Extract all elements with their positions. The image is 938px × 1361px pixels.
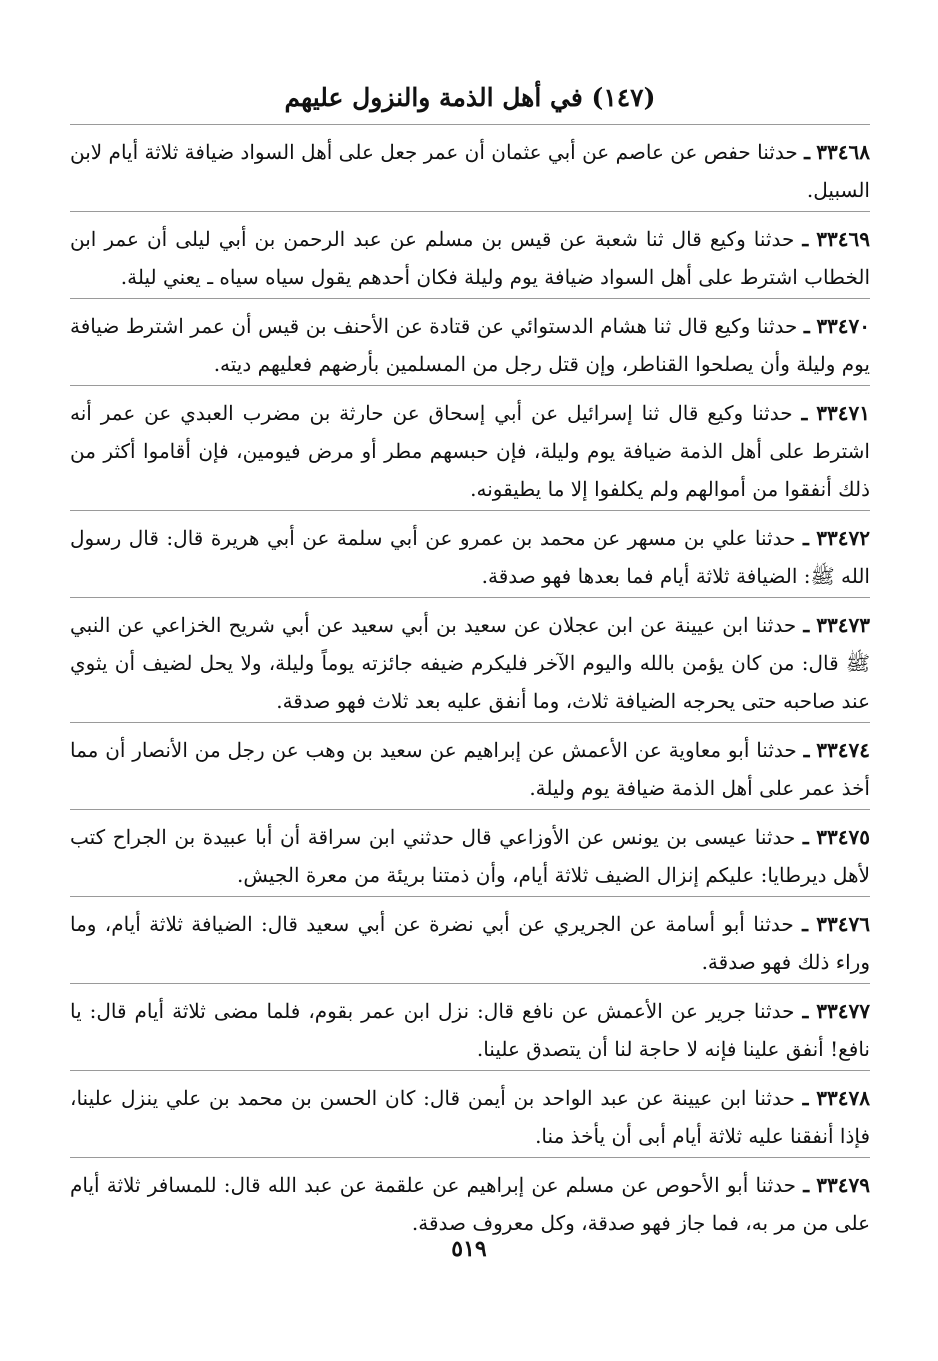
hadith-text: حدثنا وكيع قال ثنا إسرائيل عن أبي إسحاق عن حارثة بن مضرب العبدي عن عمر أنه اشترط على أهل الذمة ضيافة يوم وليلة، فإن حبسهم مطر أو مرض فيومين، فإن أقاموا أكثر من ذلك أنفقوا من أموالهم ولم يكلفوا إلا ما يطيقونه. xyxy=(70,401,870,501)
hadith-dash: ـ xyxy=(802,912,808,936)
hadith-entry xyxy=(70,124,870,211)
page-number: ٥١٩ xyxy=(451,1236,487,1262)
hadith-text: حدثنا عيسى بن يونس عن الأوزاعي قال حدثني ابن سراقة أن أبا عبيدة بن الجراح كتب لأهل ديرطايا: عليكم إنزال الضيف ثلاثة أيام، وأن ذمتنا بريئة من معرة الجيش. xyxy=(70,825,870,887)
hadith-text: حدثنا وكيع قال ثنا هشام الدستوائي عن قتادة عن الأحنف بن قيس أن عمر اشترط ضيافة يوم وليلة وأن يصلحوا القناطر، وإن قتل رجل من المسلمين بأرضهم فعليهم ديته. xyxy=(70,314,870,376)
hadith-entry xyxy=(70,1157,870,1244)
hadith-number: ٣٣٤٧٩ xyxy=(816,1173,871,1197)
hadith-text: حدثنا أبو أسامة عن الجريري عن أبي نضرة عن أبي سعيد قال: الضيافة ثلاثة أيام، وما وراء ذلك فهو صدقة. xyxy=(70,912,870,974)
hadith-dash: ـ xyxy=(802,526,809,550)
hadith-text: حدثنا أبو الأحوص عن مسلم عن إبراهيم عن علقمة عن عبد الله قال: للمسافر ثلاثة أيام على من مر به، فما جاز فهو صدقة، وكل معروف صدقة. xyxy=(70,1173,870,1235)
hadith-text: حدثنا جرير عن الأعمش عن نافع قال: نزل ابن عمر بقوم، فلما مضى ثلاثة أيام قال: يا نافع! أنفق علينا فإنه لا حاجة لنا أن يتصدق علينا. xyxy=(70,999,870,1061)
hadith-number: ٣٣٤٧٨ xyxy=(816,1086,870,1110)
hadith-number: ٣٣٤٦٩ xyxy=(816,227,870,251)
hadith-entry xyxy=(70,983,870,1070)
hadith-text: حدثنا حفص عن عاصم عن أبي عثمان أن عمر جعل على أهل السواد ضيافة ثلاثة أيام لابن السبيل. xyxy=(70,140,870,202)
hadith-entry xyxy=(70,510,870,597)
hadith-entry xyxy=(70,597,870,722)
hadith-dash: ـ xyxy=(803,314,810,338)
page-body xyxy=(70,78,870,1244)
hadith-dash: ـ xyxy=(803,738,810,762)
hadith-text: حدثنا وكيع قال ثنا شعبة عن قيس بن مسلم عن عبد الرحمن بن أبي ليلى أن عمر ابن الخطاب اشترط على أهل السواد ضيافة يوم وليلة فكان أحدهم يقول سياه سياه ـ يعني ليلة. xyxy=(70,227,870,289)
hadith-entry xyxy=(70,722,870,809)
hadith-number: ٣٣٤٧٠ xyxy=(816,314,871,338)
hadith-text: حدثنا ابن عيينة عن ابن عجلان عن سعيد بن أبي سعيد عن أبي شريح الخزاعي عن النبي ﷺ قال: من كان يؤمن بالله واليوم الآخر فليكرم ضيفه جائزته يوماً وليلة، ولا يحل لضيف أن يثوي عند صاحبه حتى يحرجه الضيافة ثلاث، وما أنفق عليه بعد ثلاث فهو صدقة. xyxy=(70,613,870,713)
hadith-dash: ـ xyxy=(802,227,809,251)
hadith-dash: ـ xyxy=(802,1086,809,1110)
hadith-text: حدثنا علي بن مسهر عن محمد بن عمرو عن أبي سلمة عن أبي هريرة قال: قال رسول الله ﷺ: الضيافة ثلاثة أيام فما بعدها فهو صدقة. xyxy=(70,526,870,588)
hadith-dash: ـ xyxy=(803,613,810,637)
hadith-dash: ـ xyxy=(802,825,809,849)
hadith-number: ٣٣٤٧٤ xyxy=(816,738,870,762)
hadith-entry xyxy=(70,211,870,298)
hadith-dash: ـ xyxy=(801,401,808,425)
hadith-number: ٣٣٤٧١ xyxy=(816,401,870,425)
hadith-dash: ـ xyxy=(804,140,810,164)
hadith-text: حدثنا أبو معاوية عن الأعمش عن إبراهيم عن سعيد بن وهب عن رجل من الأنصار أن مما أخذ عمر على أهل الذمة ضيافة يوم وليلة. xyxy=(70,738,870,800)
hadith-number: ٣٣٤٧٣ xyxy=(816,613,870,637)
chapter-title: (١٤٧) في أهل الذمة والنزول عليهم xyxy=(284,83,656,112)
hadith-number: ٣٣٤٧٥ xyxy=(816,825,870,849)
hadith-entry xyxy=(70,809,870,896)
hadith-dash: ـ xyxy=(803,1173,810,1197)
hadith-entry xyxy=(70,385,870,510)
hadith-entry xyxy=(70,298,870,385)
hadith-number: ٣٣٤٦٨ xyxy=(816,140,870,164)
hadith-number: ٣٣٤٧٧ xyxy=(816,999,870,1023)
hadith-dash: ـ xyxy=(802,999,809,1023)
hadith-list xyxy=(70,124,870,1244)
hadith-entry xyxy=(70,896,870,983)
hadith-text: حدثنا ابن عيينة عن عبد الواحد بن أيمن قال: كان الحسن بن محمد بن علي ينزل علينا، فإذا أنفقنا عليه ثلاثة أيام أبى أن يأخذ منا. xyxy=(70,1086,870,1148)
hadith-entry xyxy=(70,1070,870,1157)
hadith-number: ٣٣٤٧٢ xyxy=(816,526,871,550)
hadith-number: ٣٣٤٧٦ xyxy=(816,912,871,936)
